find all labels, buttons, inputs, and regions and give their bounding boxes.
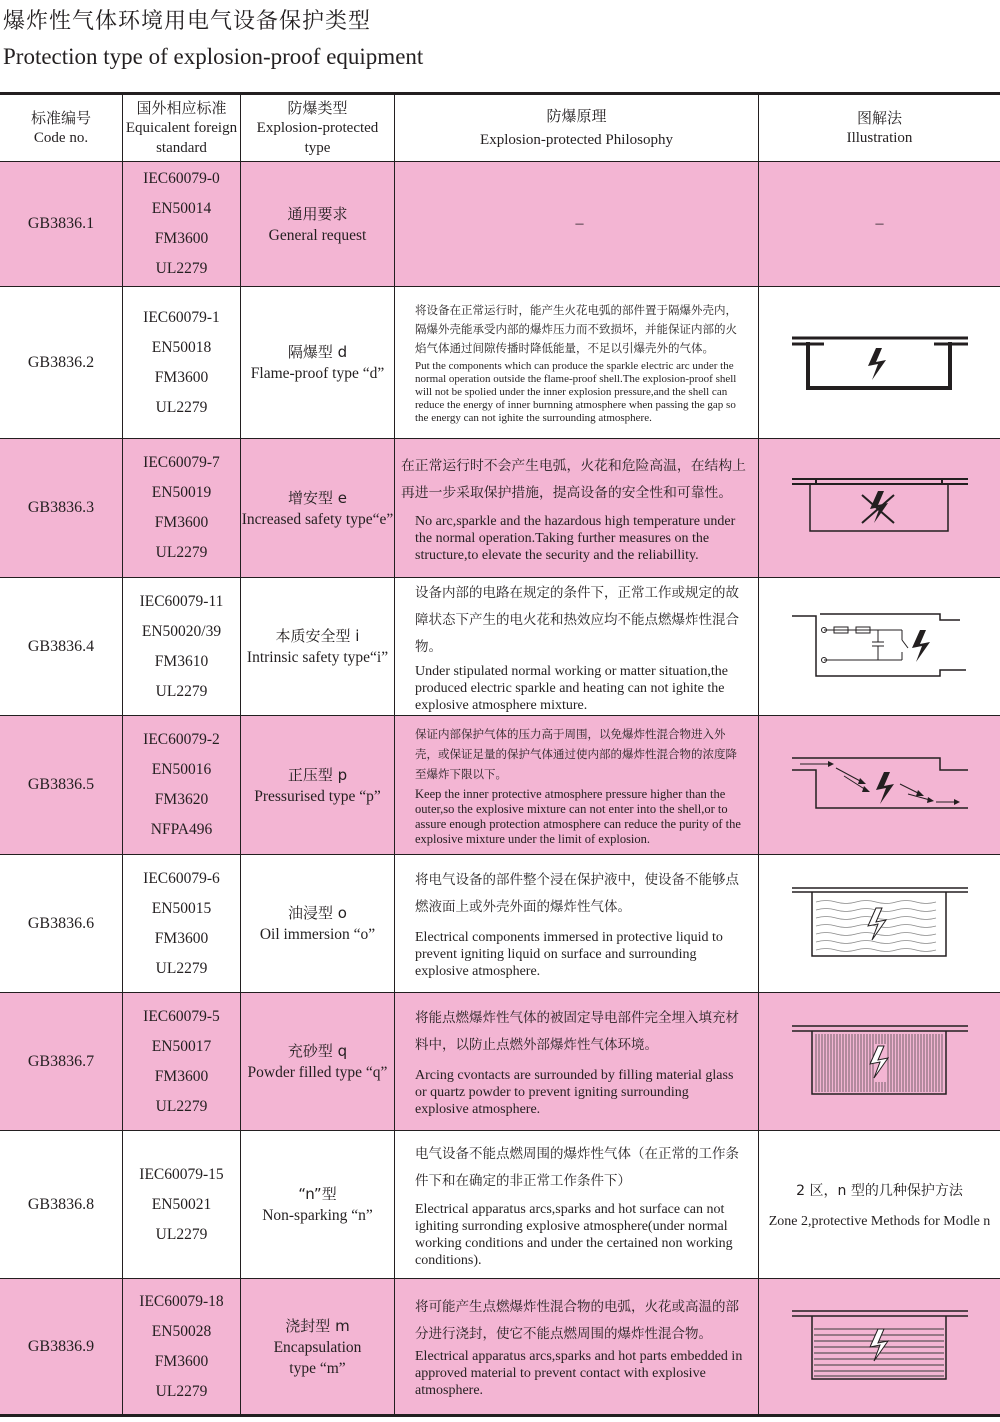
oil-immersion-icon [790,884,970,964]
page-title-cn: 爆炸性气体环境用电气设备保护类型 [3,9,372,34]
type-cell: 本质安全型 i Intrinsic safety type“i” [241,578,395,715]
type-cell: “n”型 Non-sparking “n” [241,1131,395,1278]
standards-cell: IEC60079-0 EN50014 FM3600 UL2279 [123,162,241,286]
philosophy-cell: 设备内部的电路在规定的条件下，正常工作或规定的故障状态下产生的电火花和热效应均不能点燃爆炸性混合物。 Under stipulated normal working or matter situation,the produced electric sparkle and heating can not ighite the explosive atmosphere mixture. [395,578,759,715]
header-type: 防爆类型 Explosion-protected type [241,95,395,161]
page-title-en: Protection type of explosion-proof equipment [3,44,424,69]
standards-cell: IEC60079-11 EN50020/39 FM3610 UL2279 [123,578,241,715]
philosophy-cell: 在正常运行时不会产生电弧，火花和危险高温，在结构上再进一步采取保护措施，提高设备的安全性和可靠性。 No arc,sparkle and the hazardous high temperature under the normal operation.Taking further measures on the structure,to elevate the security and the reliabillity. [395,439,759,577]
illustration-cell [759,1279,1000,1414]
type-cell: 隔爆型 d Flame-proof type “d” [241,287,395,438]
header-code: 标准编号 Code no. [0,95,123,161]
type-cell: 油浸型 o Oil immersion “o” [241,855,395,992]
illustration-cell [759,578,1000,715]
type-cell: 增安型 e Increased safety type“e” [241,439,395,577]
illustration-cell [759,993,1000,1130]
circuit-icon [790,612,970,682]
powder-filled-icon [790,1022,970,1102]
table-row [0,162,1000,287]
philosophy-cell: 将电气设备的部件整个浸在保护液中，使设备不能够点燃液面上或外壳外面的爆炸性气体。 Electrical components immersed in protective liquid to prevent igniting liquid on surface and surrounding explosive atmosphere. [395,855,759,992]
standards-cell: IEC60079-1 EN50018 FM3600 UL2279 [123,287,241,438]
crossed-spark-icon [790,473,970,543]
encapsulation-icon [790,1307,970,1387]
standards-cell: IEC60079-18 EN50028 FM3600 UL2279 [123,1279,241,1414]
type-cell: 通用要求 General request [241,162,395,286]
flame-proof-enclosure-icon [790,328,970,398]
standards-cell: IEC60079-15 EN50021 UL2279 [123,1131,241,1278]
standards-cell: IEC60079-5 EN50017 FM3600 UL2279 [123,993,241,1130]
illustration-cell [759,855,1000,992]
type-cell: 充砂型 q Powder filled type “q” [241,993,395,1130]
type-cell: 浇封型 m Encapsulation type “m” [241,1279,395,1414]
philosophy-cell: 将设备在正常运行时，能产生火花电弧的部件置于隔爆外壳内，隔爆外壳能承受内部的爆炸压力而不致损坏，并能保证内部的火焰气体通过间隙传播时降低能量，不足以引爆壳外的气体。 Put the components which can produce the sparkle electric arc under the normal operation outside the flame-proof shell.The explosion-proof shell will not be spolied under the inner explosion pressure,and the shell can reduce the energy of inner burnning atmosphere when passing the gap so the energy can not ighite the surrounding atmosphere. [395,287,759,438]
header-philosophy: 防爆原理 Explosion-protected Philosophy [395,95,759,161]
table-row [0,1279,1000,1417]
standards-cell: IEC60079-7 EN50019 FM3600 UL2279 [123,439,241,577]
standards-cell: IEC60079-6 EN50015 FM3600 UL2279 [123,855,241,992]
code-cell: GB3836.5 [0,716,123,854]
code-cell: GB3836.7 [0,993,123,1130]
philosophy-cell: – [395,162,759,286]
standards-cell: IEC60079-2 EN50016 FM3620 NFPA496 [123,716,241,854]
table-row [0,287,1000,439]
philosophy-cell: 将能点燃爆炸性气体的被固定导电部件完全埋入填充材料中，以防止点燃外部爆炸性气体环境。 Arcing cvontacts are surrounded by filling material glass or quartz powder to prevent igniting surrounding explosive atmosphere. [395,993,759,1130]
code-cell: GB3836.2 [0,287,123,438]
table-row [0,439,1000,578]
code-cell: GB3836.1 [0,162,123,286]
header-illustration: 图解法 Illustration [846,109,913,146]
philosophy-cell: 将可能产生点燃爆炸性混合物的电弧，火花或高温的部分进行浇封，使它不能点燃周围的爆炸性混合物。 Electrical apparatus arcs,sparks and hot parts embedded in approved material to prevent contact with explosive atmosphere. [395,1279,759,1414]
type-cell: 正压型 p Pressurised type “p” [241,716,395,854]
table-row [0,578,1000,716]
code-cell: GB3836.3 [0,439,123,577]
table-row [0,855,1000,993]
table-row [0,993,1000,1131]
table-row [0,716,1000,855]
illustration-cell [759,287,1000,438]
table-row [0,1131,1000,1279]
code-cell: GB3836.4 [0,578,123,715]
code-cell: GB3836.9 [0,1279,123,1414]
header-foreign-standard: 国外相应标准 Equicalent foreign standard [123,95,241,161]
illustration-cell: – [875,215,884,232]
illustration-cell [759,439,1000,577]
philosophy-cell: 电气设备不能点燃周围的爆炸性气体（在正常的工作条件下和在确定的非正常工作条件下） Electrical apparatus arcs,sparks and hot surface can not ighiting surronding explosive atmosphere(under normal working conditions and under the certained non working conditions). [395,1131,759,1278]
code-cell: GB3836.6 [0,855,123,992]
code-cell: GB3836.8 [0,1131,123,1278]
illustration-cell: 2 区，n 型的几种保护方法 Zone 2,protective Methods for Modle n [768,1182,991,1229]
table-header [0,95,1000,162]
pressurised-flow-icon [790,750,970,820]
illustration-cell [759,716,1000,854]
philosophy-cell: 保证内部保护气体的压力高于周围，以免爆炸性混合物进入外壳，或保证足量的保护气体通过使内部的爆炸性混合物的浓度降至爆炸下限以下。 Keep the inner protective atmosphere pressure higher than the outer,so the explosive mixture can not enter into the shell,or to assure enough protection atmosphere can reduce the purity of the explosive mixture under the limit of explosion. [395,716,759,854]
